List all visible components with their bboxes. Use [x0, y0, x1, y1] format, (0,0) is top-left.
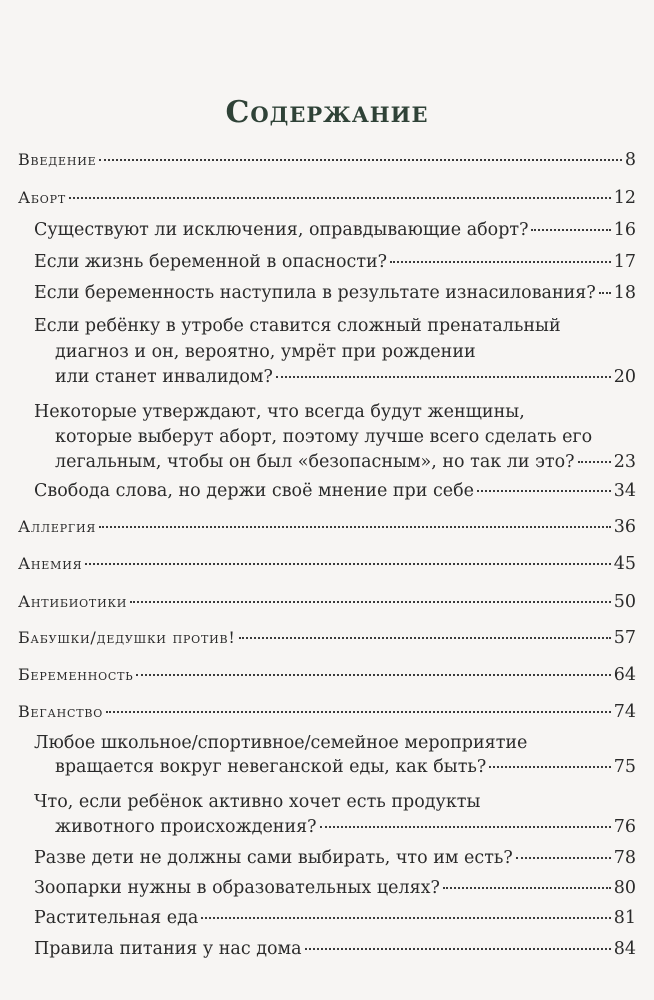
- toc-entry-introduction[interactable]: [18, 148, 636, 172]
- toc-entry-label: Введение: [18, 150, 97, 169]
- toc-entry-antibiotics[interactable]: [18, 590, 636, 614]
- toc-entry-label: Бабушки/дедушки против!: [18, 628, 236, 647]
- toc-entry-label: Зоопарки нужны в образовательных целях?: [34, 878, 440, 898]
- toc-page-number: 45: [613, 554, 636, 574]
- dot-leader: [516, 857, 611, 859]
- toc-page-number: 8: [624, 150, 636, 170]
- toc-entry-label: Свобода слова, но держи своё мнение при себе: [34, 481, 475, 501]
- dot-leader: [69, 197, 611, 199]
- toc-subentry[interactable]: [34, 281, 636, 305]
- toc-subentry[interactable]: [34, 876, 636, 900]
- toc-entry-label: Растительная еда: [34, 908, 199, 928]
- toc-subentry-line: Если ребёнку в утробе ставится сложный пренатальный: [34, 316, 561, 336]
- toc-subentry[interactable]: [34, 218, 636, 242]
- toc-page-number: 36: [613, 517, 636, 537]
- toc-entry-label: или станет инвалидом?: [55, 367, 273, 387]
- dot-leader: [489, 766, 610, 768]
- dot-leader: [99, 526, 611, 528]
- toc-entry-label: Анемия: [18, 554, 83, 573]
- toc-page-number: 12: [613, 188, 636, 208]
- toc-page-number: 57: [613, 628, 636, 648]
- toc-entry-label: Аллергия: [18, 517, 97, 536]
- toc-entry-label: Веганство: [18, 702, 104, 721]
- toc-entry-allergy[interactable]: [18, 515, 636, 539]
- toc-subentry-line: Некоторые утверждают, что всегда будут женщины,: [34, 402, 525, 422]
- toc-entry-abortion[interactable]: [18, 186, 636, 210]
- toc-entry-pregnancy[interactable]: [18, 663, 636, 687]
- toc-entry-label: вращается вокруг невеганской еды, как быть?: [55, 757, 487, 777]
- toc-subentry[interactable]: [34, 846, 636, 870]
- dot-leader: [239, 637, 611, 639]
- dot-leader: [85, 563, 610, 565]
- toc-entry-label: животного происхождения?: [55, 817, 317, 837]
- dot-leader: [390, 261, 611, 263]
- toc-entry-label: Разве дети не должны сами выбирать, что им есть?: [34, 848, 513, 868]
- toc-subentry[interactable]: [55, 365, 636, 389]
- dot-leader: [276, 376, 611, 378]
- toc-subentry-line: Что, если ребёнок активно хочет есть продукты: [34, 792, 481, 812]
- toc-entry-anemia[interactable]: [18, 552, 636, 576]
- toc-entry-veganism[interactable]: [18, 700, 636, 724]
- toc-page-number: 17: [613, 252, 636, 272]
- dot-leader: [136, 674, 610, 676]
- dot-leader: [130, 601, 611, 603]
- toc-subentry[interactable]: [34, 250, 636, 274]
- toc-page-number: 20: [613, 367, 636, 387]
- toc-entry-label: Существуют ли исключения, оправдывающие аборт?: [34, 220, 529, 240]
- dot-leader: [443, 887, 611, 889]
- toc-page-number: 23: [613, 452, 636, 472]
- toc-subentry[interactable]: [34, 937, 636, 961]
- dot-leader: [106, 711, 611, 713]
- toc-subentry[interactable]: [55, 815, 636, 839]
- toc-page-number: 50: [613, 592, 636, 612]
- toc-subentry[interactable]: [55, 755, 636, 779]
- toc-subentry-line: Любое школьное/спортивное/семейное мероприятие: [34, 733, 528, 753]
- toc-entry-label: Беременность: [18, 665, 134, 684]
- dot-leader: [578, 461, 611, 463]
- toc-subentry[interactable]: [34, 906, 636, 930]
- toc-page-number: 81: [613, 908, 636, 928]
- dot-leader: [99, 159, 621, 161]
- toc-subentry[interactable]: [34, 479, 636, 503]
- dot-leader: [201, 917, 610, 919]
- toc-page-number: 76: [613, 817, 636, 837]
- toc-entry-label: Правила питания у нас дома: [34, 939, 302, 959]
- toc-entry-label: Аборт: [18, 188, 66, 207]
- toc-page-number: 84: [613, 939, 636, 959]
- toc-entry-label: легальным, чтобы он был «безопасным», но так ли это?: [55, 452, 575, 472]
- toc-page-number: 16: [613, 220, 636, 240]
- toc-page-number: 80: [613, 878, 636, 898]
- toc-page-number: 78: [613, 848, 636, 868]
- toc-subentry[interactable]: [55, 450, 636, 474]
- toc-entry-label: Если беременность наступила в результате изнасилования?: [34, 283, 596, 303]
- toc-page-number: 34: [613, 481, 636, 501]
- page-title: Содержание: [225, 95, 429, 130]
- dot-leader: [531, 229, 610, 231]
- dot-leader: [599, 292, 611, 294]
- dot-leader: [477, 490, 611, 492]
- dot-leader: [305, 948, 611, 950]
- toc-page-number: 75: [613, 757, 636, 777]
- dot-leader: [320, 826, 611, 828]
- toc-page-number: 74: [613, 702, 636, 722]
- toc-page-number: 64: [613, 665, 636, 685]
- toc-entry-grandparents[interactable]: [18, 626, 636, 650]
- toc-subentry-line: диагноз и он, вероятно, умрёт при рождении: [55, 342, 476, 362]
- toc-entry-label: Антибиотики: [18, 592, 128, 611]
- toc-page-number: 18: [613, 283, 636, 303]
- toc-subentry-line: которые выберут аборт, поэтому лучше всего сделать его: [55, 427, 593, 447]
- toc-entry-label: Если жизнь беременной в опасности?: [34, 252, 388, 272]
